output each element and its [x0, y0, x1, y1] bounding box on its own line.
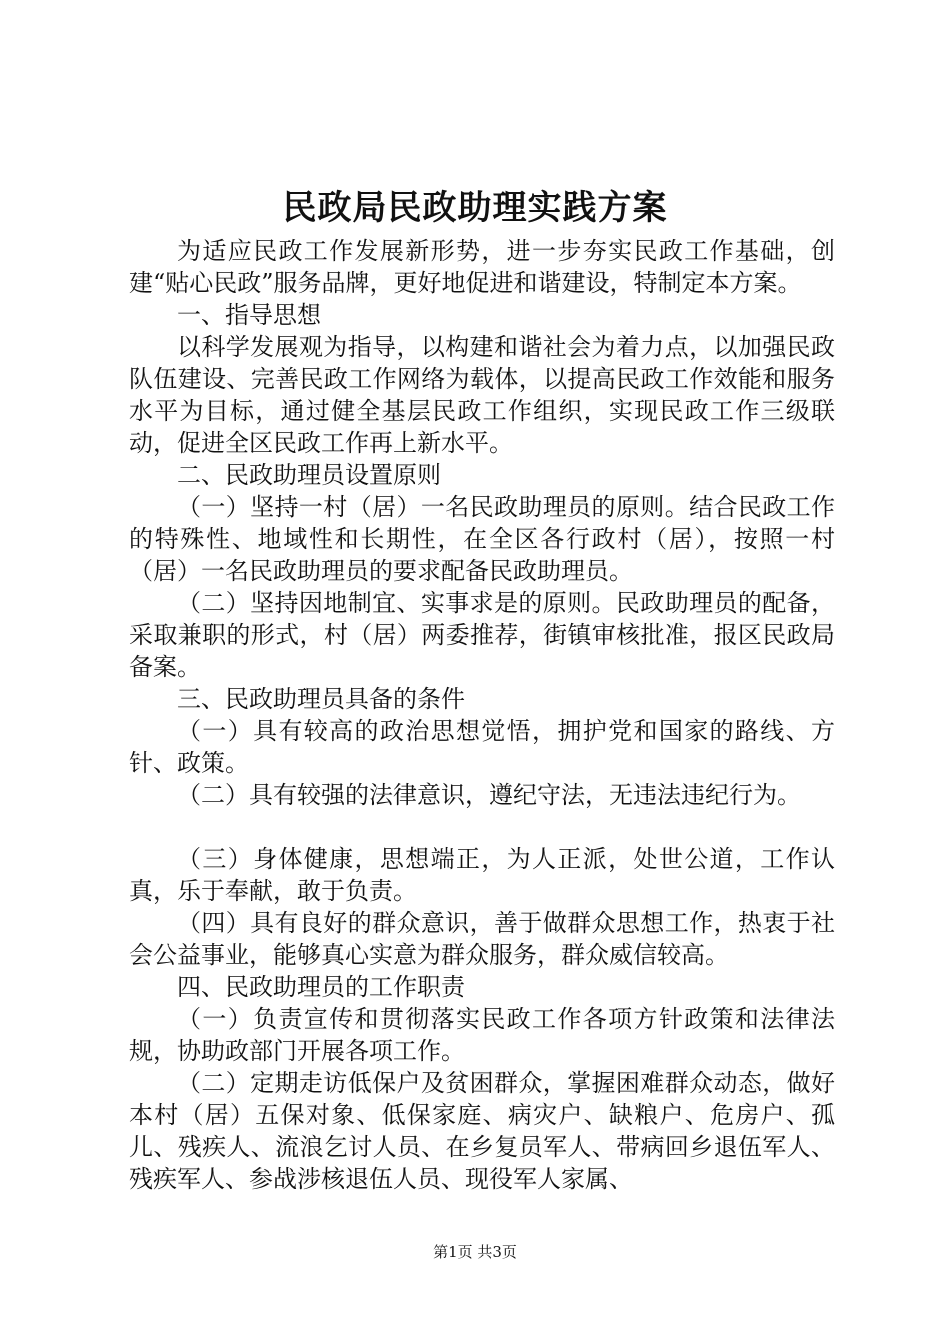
- paragraph-condition-1: （一）具有较高的政治思想觉悟，拥护党和国家的路线、方针、政策。: [129, 717, 835, 777]
- paragraph-principle-1: （一）坚持一村（居）一名民政助理员的原则。结合民政工作的特殊性、地域性和长期性，在全区各行政村（居），按照一村（居）一名民政助理员的要求配备民政助理员。: [129, 493, 835, 585]
- page-number: 第1页 共3页: [433, 1243, 517, 1261]
- paragraph-condition-3: （三）身体健康，思想端正，为人正派，处世公道，工作认真，乐于奉献，敢于负责。: [129, 845, 835, 905]
- paragraph-principle-2: （二）坚持因地制宜、实事求是的原则。民政助理员的配备，采取兼职的形式，村（居）两委推荐，街镇审核批准，报区民政局备案。: [129, 589, 835, 681]
- section-heading-3: 三、民政助理员具备的条件: [177, 685, 465, 713]
- blank-line: [129, 811, 835, 843]
- paragraph-duty-2: （二）定期走访低保户及贫困群众，掌握困难群众动态，做好本村（居）五保对象、低保家庭、病灾户、缺粮户、危房户、孤儿、残疾人、流浪乞讨人员、在乡复员军人、带病回乡退伍军人、残疾军人、参战涉核退伍人员、现役军人家属、: [129, 1069, 835, 1193]
- paragraph-guiding-ideology: 以科学发展观为指导，以构建和谐社会为着力点，以加强民政队伍建设、完善民政工作网络为载体，以提高民政工作效能和服务水平为目标，通过健全基层民政工作组织，实现民政工作三级联动，促进全区民政工作再上新水平。: [129, 333, 835, 457]
- section-heading-1: 一、指导思想: [177, 301, 321, 329]
- document-body: [129, 235, 835, 1195]
- paragraph-condition-4: （四）具有良好的群众意识，善于做群众思想工作，热衷于社会公益事业，能够真心实意为群众服务，群众威信较高。: [129, 909, 835, 969]
- section-heading-4: 四、民政助理员的工作职责: [177, 973, 465, 1001]
- section-heading-2: 二、民政助理员设置原则: [177, 461, 441, 489]
- paragraph-duty-1: （一）负责宣传和贯彻落实民政工作各项方针政策和法律法规，协助政部门开展各项工作。: [129, 1005, 835, 1065]
- page-title: 民政局民政助理实践方案: [282, 188, 668, 228]
- paragraph-condition-2: （二）具有较强的法律意识，遵纪守法，无违法违纪行为。: [177, 781, 801, 809]
- paragraph-intro: 为适应民政工作发展新形势，进一步夯实民政工作基础，创建“贴心民政”服务品牌，更好地促进和谐建设，特制定本方案。: [129, 237, 835, 297]
